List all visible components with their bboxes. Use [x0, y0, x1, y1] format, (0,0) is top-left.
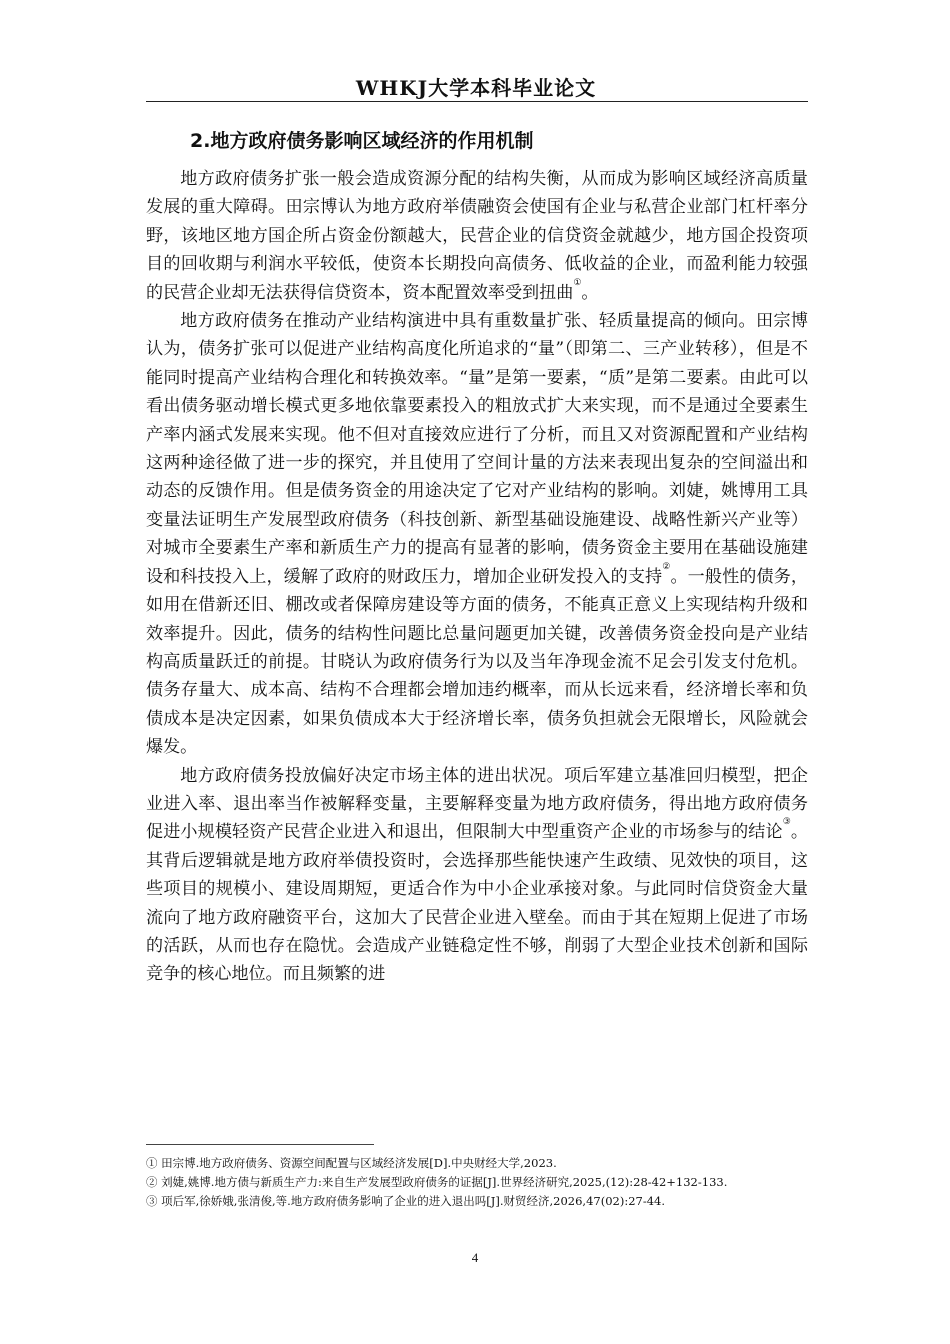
paragraph-3-tail: 。其背后逻辑就是地方政府举债投资时，会选择那些能快速产生政绩、见效快的项目，这些项目的规模小、建设周期短，更适合作为中小企业承接对象。与此同时信贷资金大量流向了地方政府融资平台，这加大了民营企业进入壁垒。而由于其在短期上促进了市场的活跃，从而也存在隐忧。会造成产业链稳定性不够，削弱了大型企业技术创新和国际竞争的核心地位。而且频繁的进: [146, 822, 808, 985]
section-heading: 2.地方政府债务影响区域经济的作用机制: [190, 130, 534, 152]
paragraph-2-tail: 。一般性的债务，如用在借新还旧、棚改或者保障房建设等方面的债务，不能真正意义上实现结构升级和效率提升。因此，债务的结构性问题比总量问题更加关键，改善债务资金投向是产业结构高质量跃迁的前提。甘晓认为政府债务行为以及当年净现金流不足会引发支付危机。债务存量大、成本高、结构不合理都会增加违约概率，而从长远来看，经济增长率和负债成本是决定因素，如果负债成本大于经济增长率，债务负担就会无限增长，风险就会爆发。: [146, 566, 809, 758]
footnote-2: ② 刘婕,姚博.地方债与新质生产力:来自生产发展型政府债务的证据[J].世界经济研究,2025,(12):28-42+132-133.: [146, 1175, 728, 1189]
running-header: WHKJ大学本科毕业论文: [355, 76, 597, 100]
paragraph-3: [146, 762, 808, 989]
body-text: [146, 165, 808, 989]
page-number: 4: [471, 1250, 479, 1265]
paragraph-2-text: 地方政府债务在推动产业结构演进中具有重数量扩张、轻质量提高的倾向。田宗博认为，债务扩张可以促进产业结构高度化所追求的“量”（即第二、三产业转移），但是不能同时提高产业结构合理化和转换效率。“量”是第一要素，“质”是第二要素。由此可以看出债务驱动增长模式更多地依靠要素投入的粗放式扩大来实现，而不是通过全要素生产率内涵式发展来实现。他不但对直接效应进行了分析，而且又对资源配置和产业结构这两种途径做了进一步的探究，并且使用了空间计量的方法来表现出复杂的空间溢出和动态的反馈作用。但是债务资金的用途决定了它对产业结构的影响。刘婕，姚博用工具变量法证明生产发展型政府债务（科技创新、新型基础设施建设、战略性新兴产业等）对城市全要素生产率和新质生产力的提高有显著的影响，债务资金主要用在基础设施建设和科技投入上，缓解了政府的财政压力，增加企业研发投入的支持: [146, 311, 808, 587]
footnote-mark-3: ③: [782, 817, 791, 828]
paragraph-1-text: 地方政府债务扩张一般会造成资源分配的结构失衡，从而成为影响区域经济高质量发展的重大障碍。田宗博认为地方政府举债融资会使国有企业与私营企业部门杠杆率分野，该地区地方国企所占资金份额越大，民营企业的信贷资金就越少，地方国企投资项目的回收期与利润水平较低，使资本长期投向高债务、低收益的企业，而盈利能力较强的民营企业却无法获得信贷资本，资本配置效率受到扭曲: [146, 169, 808, 303]
paragraph-1-tail: 。: [581, 282, 599, 303]
footnote-1: ① 田宗博.地方政府债务、资源空间配置与区域经济发展[D].中央财经大学,2023.: [146, 1156, 557, 1170]
paragraph-2: [146, 307, 808, 762]
footnote-rule: [146, 1144, 374, 1145]
footnotes: [146, 1154, 808, 1211]
footnote-mark-1: ①: [573, 277, 582, 288]
paragraph-1: [146, 165, 808, 307]
paragraph-3-text: 地方政府债务投放偏好决定市场主体的进出状况。项后军建立基准回归模型，把企业进入率、退出率当作被解释变量，主要解释变量为地方政府债务，得出地方政府债务促进小规模轻资产民营企业进入和退出，但限制大中型重资产企业的市场参与的结论: [146, 765, 808, 843]
footnote-3: ③ 项后军,徐娇娥,张清俊,等.地方政府债务影响了企业的进入退出吗[J].财贸经济,2026,47(02):27-44.: [146, 1194, 666, 1208]
header-rule: [146, 101, 808, 102]
footnote-mark-2: ②: [662, 561, 671, 572]
